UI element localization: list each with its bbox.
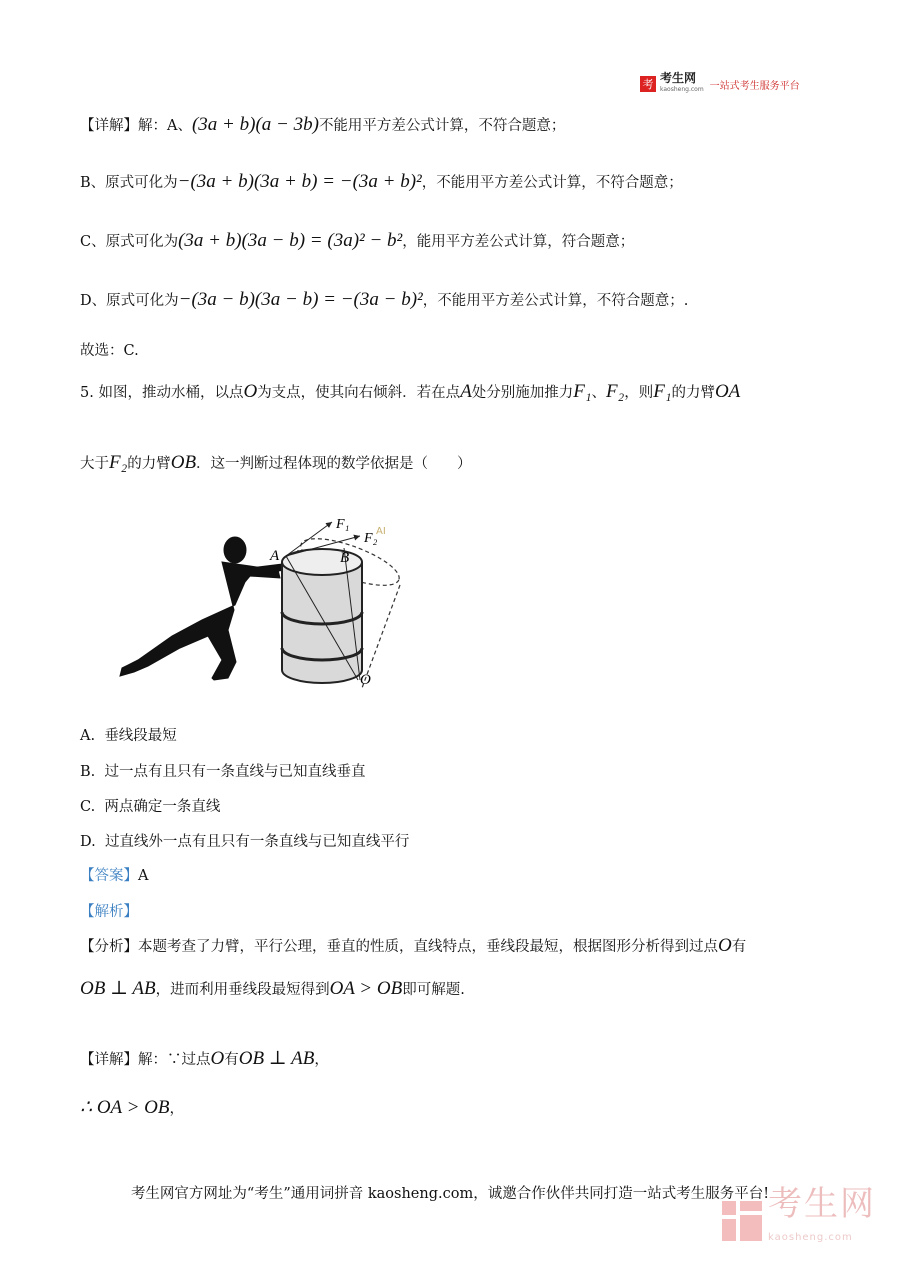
answer-tag: 【答案】 — [80, 868, 138, 884]
label-A: A — [270, 548, 280, 564]
detail-prev-line-c: C、原式可化为(3a + b)(3a − b) = (3a)² − b²，能用平方差公式计算，符合题意； — [80, 230, 635, 251]
answer-line — [80, 864, 148, 885]
detail-prev-line-d: D、原式可化为−(3a − b)(3a − b) = −(3a − b)²，不能用平方差公式计算，不符合题意；. — [80, 289, 689, 310]
footer-text: 考生网官方网址为“考生”通用词拼音 kaosheng.com，诚邀合作伙伴共同打造一站式考生服务平台! — [130, 1186, 770, 1202]
expr-b: −(3a + b)(3a + b) = −(3a + b)² — [177, 171, 422, 192]
person-silhouette — [120, 537, 284, 680]
detail-prev-line-a: 【详解】解：A、(3a + b)(a − 3b)不能用平方差公式计算，不符合题意； — [80, 114, 566, 135]
label-O: O — [360, 672, 371, 688]
analysis-tag: 【解析】 — [80, 904, 138, 920]
watermark-logo-icon — [722, 1201, 762, 1241]
header-logo — [640, 72, 800, 96]
expr-a: (3a + b)(a − 3b) — [191, 114, 319, 135]
detail-line-1: 【详解】解：∵过点O有OB ⊥ AB， — [80, 1048, 329, 1069]
detail-line-2: ∴ OA > OB， — [80, 1097, 184, 1118]
bucket-figure — [110, 510, 410, 700]
question-line-1: 5. 如图，推动水桶，以点O为支点，使其向右倾斜．若在点A处分别施加推力F₁、F₂，则F₁的力臂OA — [80, 381, 741, 402]
detail-prev-conclusion: 故选：C. — [80, 343, 139, 359]
expr-d: −(3a − b)(3a − b) = −(3a − b)² — [178, 289, 423, 310]
option-a: A. 垂线段最短 — [80, 728, 177, 744]
option-b: B. 过一点有且只有一条直线与已知直线垂直 — [80, 764, 366, 780]
option-d: D. 过直线外一点有且只有一条直线与已知直线平行 — [80, 834, 410, 850]
detail-prev-line-b: B、原式可化为−(3a + b)(3a + b) = −(3a + b)²，不能用平方差公式计算，不符合题意； — [80, 171, 683, 192]
fenxi-line-2: OB ⊥ AB，进而利用垂线段最短得到OA > OB即可解题. — [80, 978, 465, 999]
option-c: C. 两点确定一条直线 — [80, 799, 221, 815]
expr-c: (3a + b)(3a − b) = (3a)² − b² — [178, 230, 403, 251]
label-F1: F₁ — [336, 517, 350, 532]
bottom-watermark: 考生网 kaosheng.com — [722, 1187, 876, 1255]
brand-name: 考生网 kaosheng.com — [660, 71, 704, 93]
fenxi-line-1: 【分析】本题考查了力臂，平行公理，垂直的性质，直线特点，垂线段最短，根据图形分析得到过点O有 — [80, 935, 747, 956]
label-F2: F₂ — [364, 531, 378, 546]
logo-mark-icon: 考 — [640, 76, 656, 92]
answer-value: A — [138, 868, 149, 884]
question-line-2: 大于F₂的力臂OB．这一判断过程体现的数学依据是（ ） — [80, 452, 472, 473]
label-B: B — [340, 550, 350, 566]
figure-watermark: AI — [376, 526, 386, 537]
slogan: 一站式考生服务平台 — [709, 80, 800, 92]
